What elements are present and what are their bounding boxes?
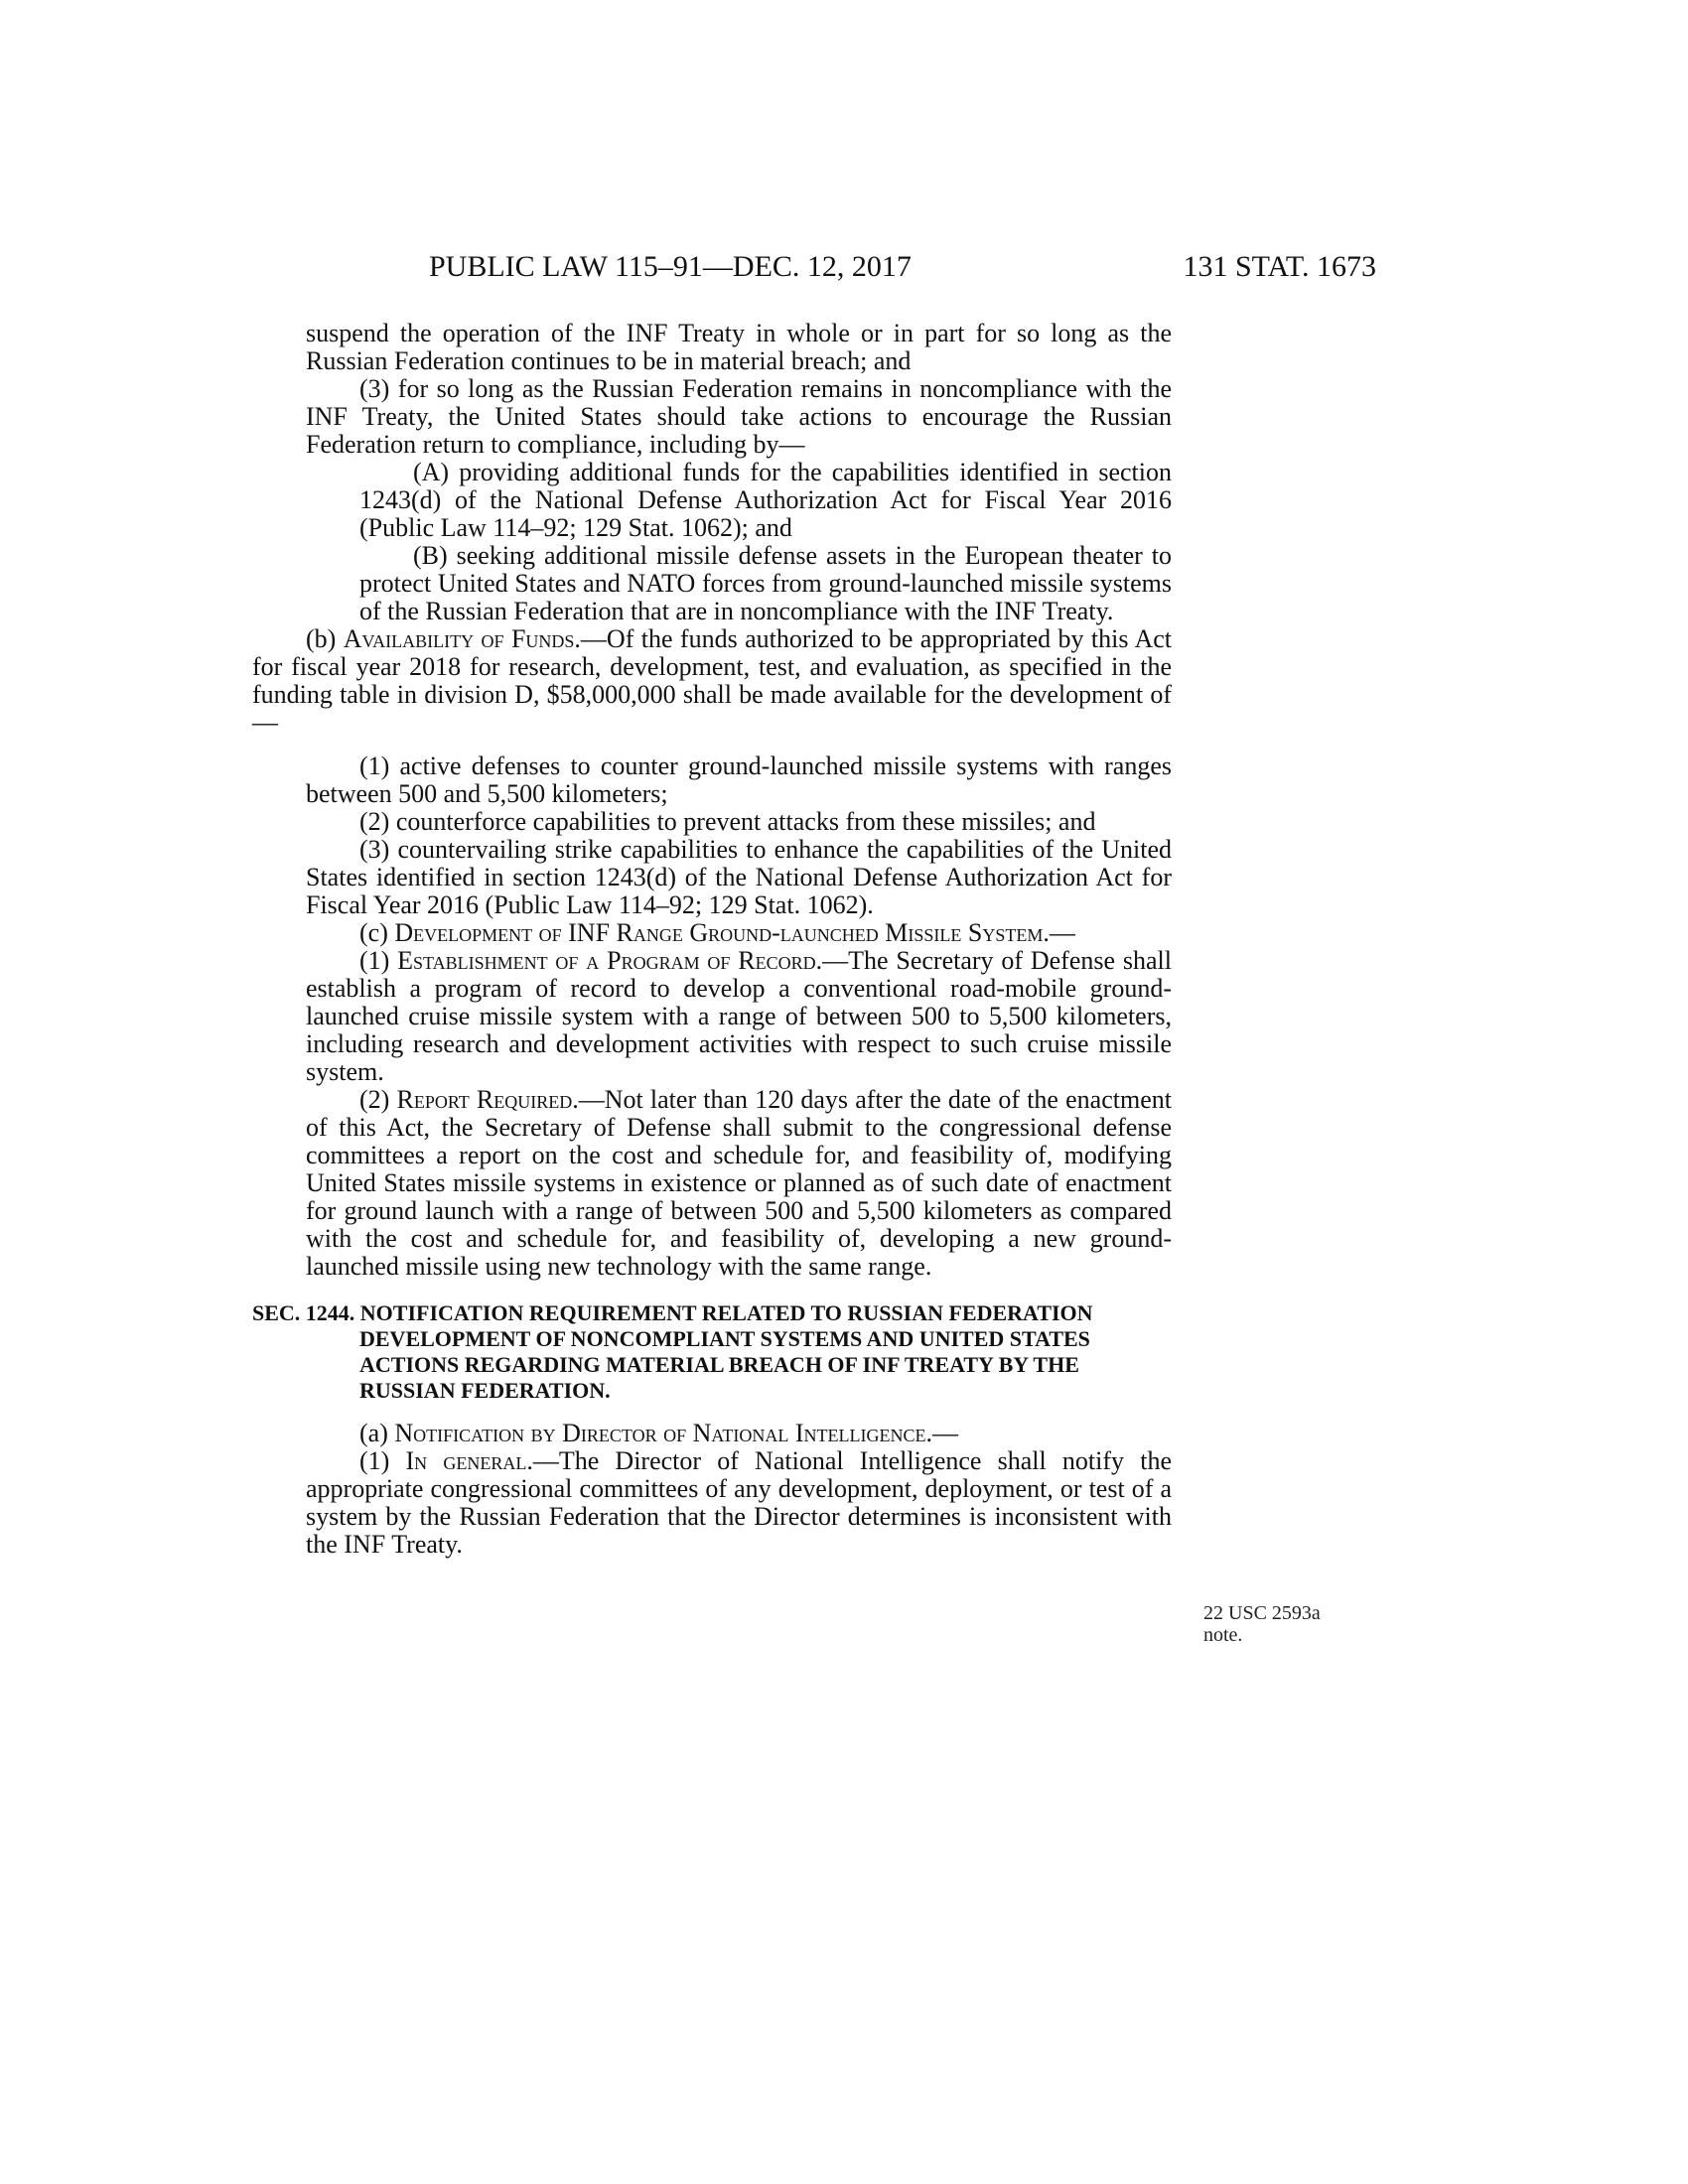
section-heading xyxy=(252,1300,1172,1404)
subsection-number: (c) xyxy=(359,918,395,947)
paragraph: (B) seeking additional missile defense assets in the European theater to protect United States and NATO forces from ground-launched missile systems of the Russian Federation that are in noncompliance with the INF Treaty. xyxy=(359,541,1172,625)
paragraph: (A) providing additional funds for the capabilities identified in section 1243(d) of the National Defense Authorization Act for Fiscal Year 2016 (Public Law 114–92; 129 Stat. 1062); and xyxy=(359,458,1172,542)
paragraph: (1) active defenses to counter ground-launched missile systems with ranges between 500 and 5,500 kilometers; xyxy=(306,751,1172,808)
paragraph-number: (1) xyxy=(359,1446,406,1475)
paragraph: (3) for so long as the Russian Federation remains in noncompliance with the INF Treaty, the United States should take actions to encourage the Russian Federation return to compliance, including by— xyxy=(306,374,1172,459)
paragraph-text: .—The Secretary of Defense shall establish a program of record to develop a conventional road-mobile ground-launched cruise missile system with a range of between 500 to 5,500 kilometers, including research and development activities with respect to such cruise missile system. xyxy=(306,946,1172,1086)
subsection-number: (b) xyxy=(306,624,344,653)
subsection-caption: Notification by Director of National Intelligence xyxy=(394,1419,926,1447)
section-heading-text: SEC. 1244. NOTIFICATION REQUIREMENT RELATED TO RUSSIAN FEDERATION DEVELOPMENT OF NONCOMPLIANT SYSTEMS AND UNITED STATES ACTIONS REGARDING MATERIAL BREACH OF INF TREATY BY THE RUSSIAN FEDERATION. xyxy=(252,1300,1093,1403)
subsection-text: .—Of the funds authorized to be appropriated by this Act for fiscal year 2018 for research, development, test, and evaluation, as specified in the funding table in division D, $58,000,000 shall be made available for the development of— xyxy=(252,624,1172,737)
subsection-caption: Development of INF Range Ground-launched Missile System xyxy=(394,918,1044,947)
paragraph-caption: Establishment of a Program of Record xyxy=(397,946,816,975)
page-header xyxy=(429,250,1376,290)
subsection-text: .— xyxy=(1043,918,1075,947)
paragraph xyxy=(252,625,1172,737)
paragraph-caption: Report Required xyxy=(396,1085,573,1114)
subsection-caption: Availability of Funds xyxy=(343,624,575,653)
paragraph: suspend the operation of the INF Treaty in whole or in part for so long as the Russian Federation continues to be in material breach; and xyxy=(306,319,1172,375)
header-law-citation: PUBLIC LAW 115–91—DEC. 12, 2017 xyxy=(429,250,912,283)
paragraph: (3) countervailing strike capabilities to enhance the capabilities of the United States identified in section 1243(d) of the National Defense Authorization Act for Fiscal Year 2016 (Public Law 114–92; 129 Stat. 1062). xyxy=(306,835,1172,919)
margin-note: 22 USC 2593a note. xyxy=(1203,1602,1321,1646)
paragraph-text: .—Not later than 120 days after the date of the enactment of this Act, the Secretary of Defense shall submit to the congressional defense committees a report on the cost and schedule for, and feasibility of, modifying United States missile systems in existence or planned as of such date of enactment for ground launch with a range of between 500 and 5,500 kilometers as compared with the cost and schedule for, and feasibility of, developing a new ground-launched missile using new technology with the same range. xyxy=(306,1085,1172,1281)
paragraph-number: (2) xyxy=(359,1085,397,1114)
paragraph: (2) counterforce capabilities to prevent attacks from these missiles; and xyxy=(359,807,1096,836)
paragraph xyxy=(306,1447,1172,1559)
paragraph-text: .—The Director of National Intelligence shall notify the appropriate congressional committees of any development, deployment, or test of a system by the Russian Federation that the Director determines is inconsistent with the INF Treaty. xyxy=(306,1446,1172,1559)
subsection-text: .— xyxy=(925,1419,958,1447)
paragraph xyxy=(306,919,1172,947)
paragraph xyxy=(306,1420,1172,1447)
document-body xyxy=(252,319,1172,1559)
header-statute-page: 131 STAT. 1673 xyxy=(1183,250,1376,283)
paragraph xyxy=(306,1086,1172,1281)
paragraph-caption: In general xyxy=(405,1446,527,1475)
subsection-number: (a) xyxy=(359,1419,395,1447)
paragraph xyxy=(306,947,1172,1086)
paragraph-number: (1) xyxy=(359,946,398,975)
